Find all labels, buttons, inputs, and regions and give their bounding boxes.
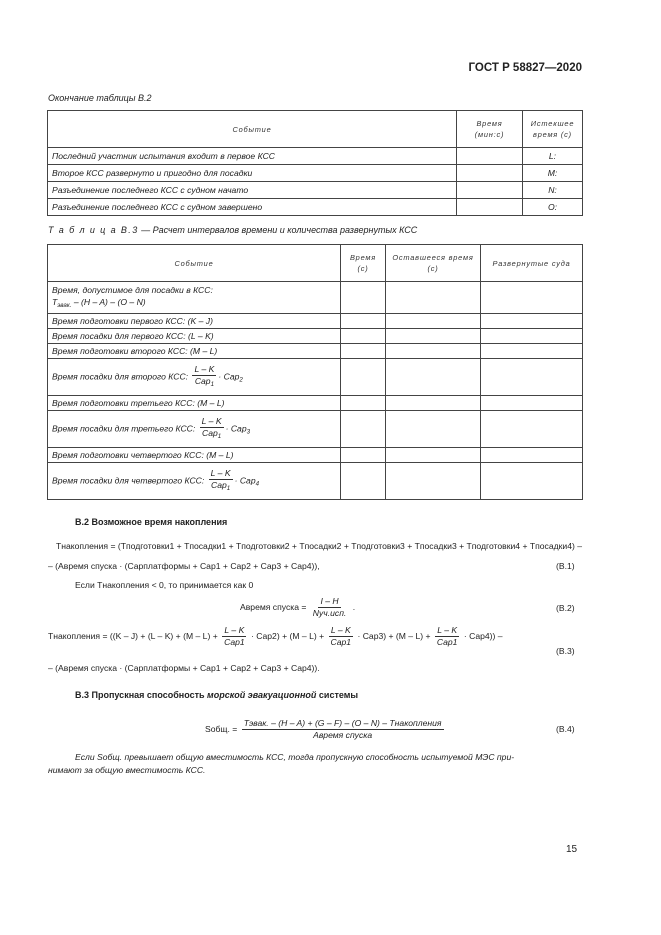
table-b2-event: Разъединение последнего КСС с судном начато: [48, 182, 457, 199]
table-row: [48, 329, 583, 344]
eq4-fraction: [242, 718, 444, 741]
table-row: [48, 199, 583, 216]
b3-heading-prefix: В.3 Пропускная способность: [75, 690, 208, 700]
table-b3-event: [48, 463, 341, 500]
row7-den: Cap: [202, 428, 218, 438]
row1-t-sub: эвак.: [57, 301, 72, 309]
eq4-numerator: Tэвак. – (H – A) + (G – F) – (O – N) – Tнакопления: [243, 718, 442, 728]
table-b3-event: Время подготовки первого КСС: (K – J): [48, 314, 341, 329]
eq3-frac-bot: Cap1: [330, 637, 352, 647]
table-b3-event: Время подготовки третьего КСС: (M – L): [48, 396, 341, 411]
section-b2-heading: В.2 Возможное время накопления: [75, 517, 228, 527]
table-b2-event: Разъединение последнего КСС с судном завершено: [48, 199, 457, 216]
eq3-frac-bot: Cap1: [436, 637, 458, 647]
b3-heading-suffix: системы: [316, 690, 359, 700]
row5-fraction: [192, 364, 216, 390]
row5-cap: · Cap: [218, 371, 240, 382]
table-b2-time: [457, 182, 523, 199]
equation-b4-number: (В.4): [556, 724, 575, 734]
eq3-lhs: Tнакопления =: [48, 630, 108, 641]
row5-cap-sub: 2: [239, 376, 243, 384]
table-b3-caption: [48, 225, 417, 235]
table-row: [48, 396, 583, 411]
row1-line2: [52, 296, 336, 312]
eq3-frac-top: L – K: [330, 625, 351, 635]
table-b2-elapsed: O:: [523, 199, 583, 216]
table-b2-time: [457, 148, 523, 165]
equation-b4: [205, 718, 446, 741]
table-b3-event: [48, 411, 341, 448]
table-b3-event: [48, 359, 341, 396]
row9-num: L – K: [210, 468, 231, 478]
table-b3-header-event: Событие: [48, 245, 341, 282]
standard-number: ГОСТ Р 58827—2020: [468, 62, 582, 74]
capacity-paragraph: [48, 751, 584, 777]
row5-den: Cap: [194, 376, 211, 386]
table-row: [48, 165, 583, 182]
table-b2-elapsed: M:: [523, 165, 583, 182]
row9-label: Время посадки для четвертого КСС:: [52, 475, 205, 486]
eq3-fraction-1: [222, 625, 247, 648]
eq2-lhs: Aвремя спуска =: [240, 601, 307, 612]
equation-b3-number: (В.3): [556, 646, 575, 656]
eq3-cap4: · Cap4)) –: [463, 630, 503, 641]
table-row: [48, 314, 583, 329]
row5-label: Время посадки для второго КСС:: [52, 371, 189, 382]
paragraph-line1: Если Sобщ. превышает общую вместимость КСС, тогда пропускную способность испытуемой МЭС при-: [75, 752, 515, 762]
table-b2-time: [457, 199, 523, 216]
paragraph-line2: нимают за общую вместимость КСС.: [48, 765, 206, 775]
table-row: [48, 411, 583, 448]
equation-b1-number: (В.1): [556, 561, 575, 571]
row7-cap-sub: 3: [246, 428, 251, 436]
table-b2-header-time: Время (мин:с): [457, 111, 523, 148]
eq3-cap2: · Cap2) + (M – L) +: [251, 630, 325, 641]
row9-cap: · Cap: [234, 475, 256, 486]
section-b3-heading: [75, 690, 358, 700]
equation-b3-line1: [48, 625, 503, 648]
row1-line1: Время, допустимое для посадки в КСС:: [52, 284, 213, 295]
row7-label: Время посадки для третьего КСС:: [52, 423, 196, 434]
equation-b1-line2: – (Aвремя спуска · (Capплатформы + Cap1 + Cap2 + Cap3 + Cap4)),: [48, 561, 320, 571]
row1-rest: – (H – A) – (O – N): [71, 296, 146, 307]
table-b2: [47, 110, 583, 216]
table-b3-header-time: Время (с): [341, 245, 386, 282]
row7-den-sub: 1: [217, 433, 222, 440]
table-b2-caption: Окончание таблицы В.2: [48, 93, 152, 103]
negative-condition: Если Tнакопления < 0, то принимается как 0: [75, 580, 254, 590]
table-b2-elapsed: L:: [523, 148, 583, 165]
row1-t-symbol: T: [52, 296, 58, 307]
eq3-fraction-3: [435, 625, 460, 648]
table-row: [48, 463, 583, 500]
row9-den: Cap: [211, 480, 227, 490]
table-b3-header-remaining: Оставшееся время (с): [386, 245, 481, 282]
eq3-frac-bot: Cap1: [224, 637, 245, 647]
eq4-denominator: Aвремя спуска: [313, 730, 373, 740]
equation-b1-line1: Tнакопления = (Tподготовки1 + Tпосадки1 + Tподготовки2 + Tпосадки2 + Tподготовки3 + Tпосадки3 + Tподготовки4 + Tпосадки4) –: [56, 541, 583, 551]
eq3-frac-top: L – K: [437, 625, 458, 635]
row9-cap-sub: 4: [255, 480, 260, 488]
eq3-cap3: · Cap3) + (M – L) +: [357, 630, 431, 641]
table-b2-event: Последний участник испытания входит в первое КСС: [48, 148, 457, 165]
b3-heading-italic: морской эвакуационной: [207, 690, 317, 700]
equation-b2: [240, 596, 355, 619]
table-b3-event: Время подготовки второго КСС: (M – L): [48, 344, 341, 359]
page-number: 15: [566, 844, 578, 855]
table-b2-header-event: Событие: [48, 111, 457, 148]
eq3-frac-top: L – K: [224, 625, 245, 635]
row7-cap: · Cap: [225, 423, 247, 434]
row7-fraction: [200, 416, 224, 442]
eq4-lhs: Sобщ. =: [205, 723, 238, 734]
table-b2-time: [457, 165, 523, 182]
table-row: [48, 282, 583, 314]
table-b3-caption-text: — Расчет интервалов времени и количества развернутых КСС: [138, 225, 418, 235]
table-b3-caption-prefix: Т а б л и ц а В.3: [48, 225, 139, 235]
table-b3-event: Время подготовки четвертого КСС: (M – L): [48, 448, 341, 463]
eq2-numerator: I – H: [320, 596, 339, 606]
table-b3-event: [48, 282, 341, 314]
table-row: [48, 148, 583, 165]
eq2-fraction: [311, 596, 349, 619]
row7-num: L – K: [201, 416, 222, 426]
table-b3-event: Время посадки для первого КСС: (L – K): [48, 329, 341, 344]
table-row: [48, 359, 583, 396]
table-row: [48, 182, 583, 199]
eq2-tail: .: [352, 601, 356, 612]
eq2-denominator: Nуч.исп.: [312, 608, 347, 618]
table-b2-elapsed: N:: [523, 182, 583, 199]
table-b3-header-deployed: Развернутые суда: [481, 245, 583, 282]
table-row: [48, 448, 583, 463]
row9-den-sub: 1: [226, 485, 231, 492]
eq3-part-a: ((K – J) + (L – K) + (M – L) +: [109, 630, 218, 641]
table-b2-header-elapsed: Истекшее время (с): [523, 111, 583, 148]
equation-b2-number: (В.2): [556, 603, 575, 613]
table-b3: [47, 244, 583, 500]
row5-num: L – K: [194, 364, 215, 374]
row9-fraction: [209, 468, 233, 494]
equation-b3-line2: – (Aвремя спуска · (Capплатформы + Cap1 + Cap2 + Cap3 + Cap4)).: [48, 663, 320, 673]
table-row: [48, 344, 583, 359]
row5-den-sub: 1: [210, 381, 215, 388]
table-b2-event: Второе КСС развернуто и пригодно для посадки: [48, 165, 457, 182]
eq3-fraction-2: [329, 625, 354, 648]
